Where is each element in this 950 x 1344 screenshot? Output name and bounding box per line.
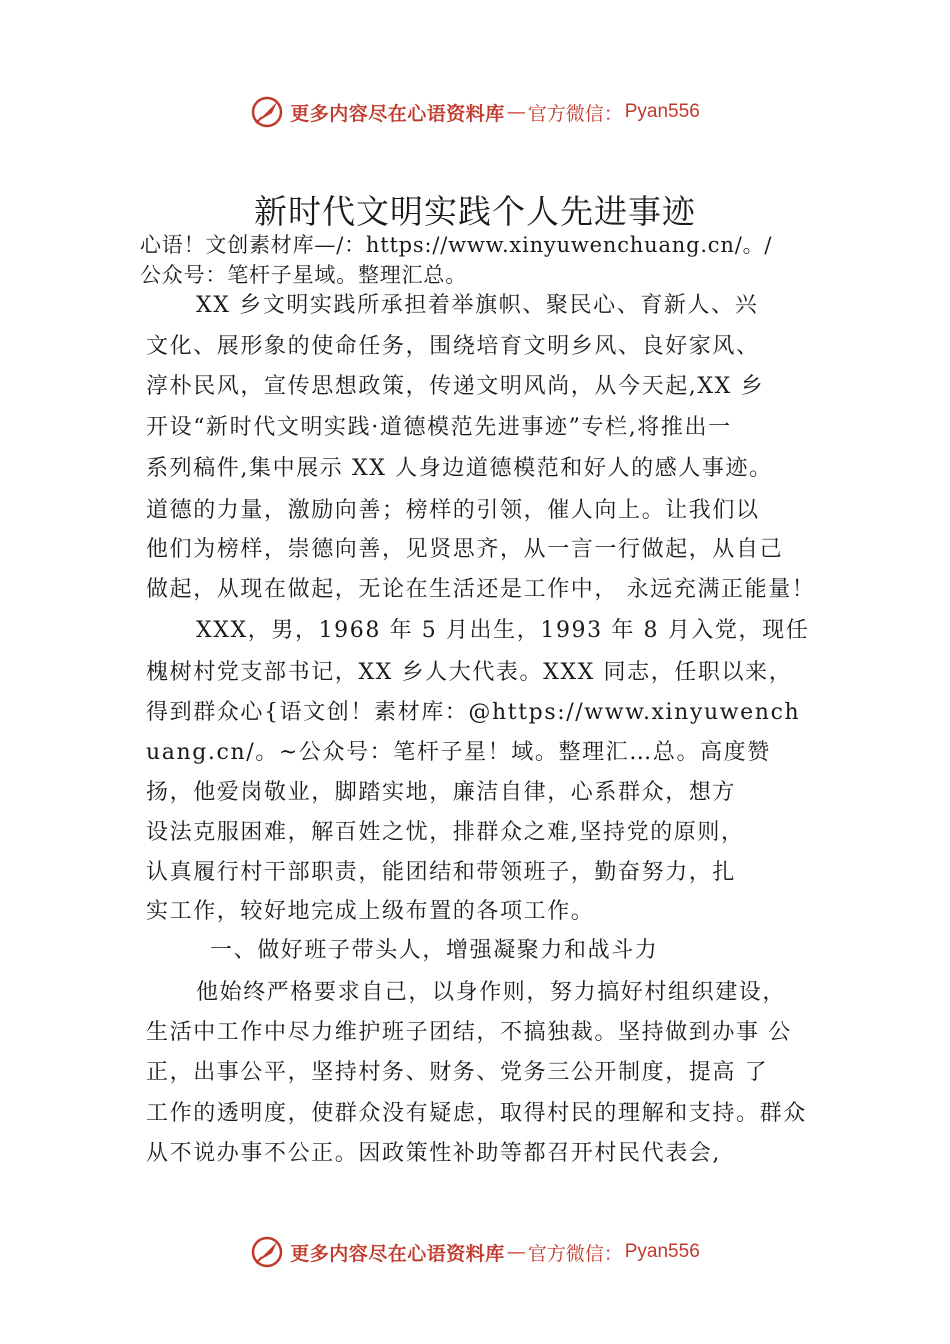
header-banner xyxy=(0,92,950,132)
banner-wechat-id: Pyan556 xyxy=(624,101,700,122)
paragraph-line: XXX，男，1968 年 5 月出生，1993 年 8 月入党，现任 xyxy=(196,618,810,643)
paragraph-line: 开设“新时代文明实践·道德模范先进事迹”专栏,将推出一 xyxy=(146,415,732,440)
document-title: 新时代文明实践个人先进事迹 xyxy=(254,192,696,231)
quill-pen-circle-icon xyxy=(250,1235,284,1269)
paragraph-line: 设法克服困难，解百姓之忧，排群众之难,坚持党的原则， xyxy=(146,820,745,845)
paragraph-line: 做起，从现在做起，无论在生活还是工作中， 永远充满正能量！ xyxy=(146,577,816,602)
paragraph-line: 认真履行村干部职责，能团结和带领班子，勤奋努力，扎 xyxy=(146,860,737,885)
paragraph-line: XX 乡文明实践所承担着举旗帜、聚民心、育新人、兴 xyxy=(196,293,759,318)
paragraph-line: 他始终严格要求自己，以身作则，努力搞好村组织建设， xyxy=(196,980,787,1005)
paragraph-line: 他们为榜样，崇德向善，见贤思齐，从一言一行做起，从自己 xyxy=(146,537,784,562)
banner-wechat-label: 官方微信： xyxy=(527,1242,623,1265)
banner-text: 更多内容尽在心语资料库 xyxy=(290,102,505,125)
paragraph-line: uang.cn/。~公众号：笔杆子星！域。整理汇…总。高度赞 xyxy=(146,740,771,765)
paragraph-line: 工作的透明度，使群众没有疑虑，取得村民的理解和支持。群众 xyxy=(146,1101,807,1126)
paragraph-line: 道德的力量，激励向善；榜样的引领，催人向上。让我们以 xyxy=(146,498,760,523)
paragraph-line: 系列稿件,集中展示 XX 人身边道德模范和好人的感人事迹。 xyxy=(146,456,773,481)
banner-wechat-label: 官方微信： xyxy=(527,102,623,125)
banner-separator: — xyxy=(506,101,526,123)
paragraph-line: 得到群众心{语文创！素材库：@https://www.xinyuwench xyxy=(146,700,801,725)
source-line: 心语！文创素材库—/：https://www.xinyuwenchuang.cn/。/ xyxy=(140,233,773,257)
paragraph-line: 生活中工作中尽力维护班子团结，不搞独裁。坚持做到办事 公 xyxy=(146,1020,792,1045)
banner-text: 更多内容尽在心语资料库 xyxy=(290,1242,505,1265)
footer-banner xyxy=(0,1232,950,1272)
paragraph-line: 文化、展形象的使命任务，围绕培育文明乡风、良好家风、 xyxy=(146,334,760,359)
section-heading: 一、做好班子带头人，增强凝聚力和战斗力 xyxy=(210,938,659,963)
banner-wechat-id: Pyan556 xyxy=(624,1241,700,1262)
paragraph-line: 淳朴民风，宣传思想政策，传递文明风尚，从今天起,XX 乡 xyxy=(146,374,765,399)
paragraph-line: 实工作，较好地完成上级布置的各项工作。 xyxy=(146,899,595,924)
banner-separator: — xyxy=(506,1241,526,1263)
source-line: 公众号：笔杆子星域。整理汇总。 xyxy=(140,263,467,287)
quill-pen-circle-icon xyxy=(250,95,284,129)
paragraph-line: 槐树村党支部书记，XX 乡人大代表。XXX 同志，任职以来， xyxy=(146,660,793,685)
paragraph-line: 扬，他爱岗敬业，脚踏实地，廉洁自律，心系群众，想方 xyxy=(146,780,737,805)
paragraph-line: 正，出事公平，坚持村务、财务、党务三公开制度，提高 了 xyxy=(146,1060,769,1085)
paragraph-line: 从不说办事不公正。因政策性补助等都召开村民代表会, xyxy=(146,1141,721,1166)
